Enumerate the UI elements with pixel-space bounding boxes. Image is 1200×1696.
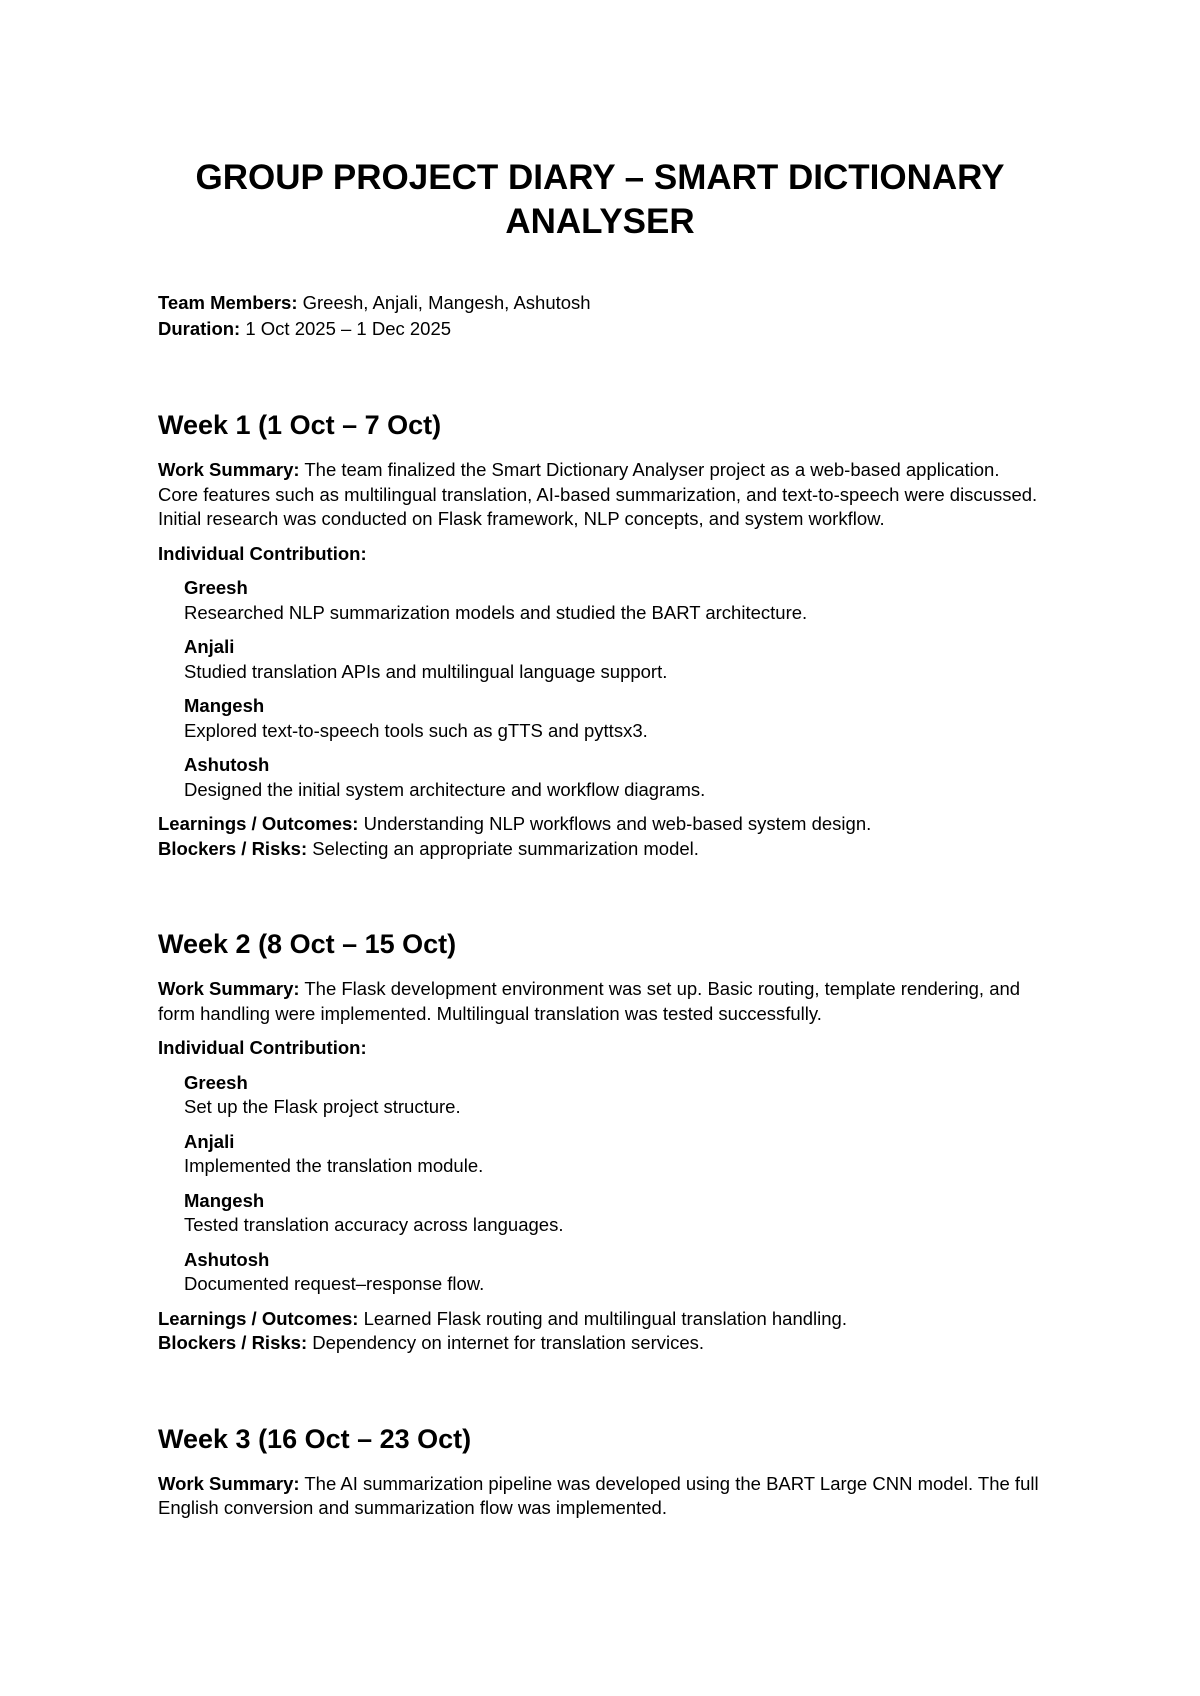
member-entry — [184, 635, 1042, 684]
blockers-label: Blockers / Risks: — [158, 1332, 308, 1353]
member-name: Mangesh — [184, 695, 265, 716]
work-summary-label: Work Summary: — [158, 1472, 300, 1494]
member-name: Greesh — [184, 1071, 248, 1093]
member-task: Set up the Flask project structure. — [184, 1096, 461, 1117]
work-summary — [158, 977, 1042, 1026]
work-summary — [158, 1472, 1042, 1521]
member-task: Researched NLP summarization models and studied the BART architecture. — [184, 601, 808, 623]
member-entry — [184, 1189, 1042, 1238]
week-section-3 — [158, 1422, 1042, 1521]
member-name: Anjali — [184, 636, 235, 657]
member-entry — [184, 753, 1042, 802]
member-name: Ashutosh — [184, 754, 270, 775]
blockers-text: Selecting an appropriate summarization model. — [307, 837, 699, 859]
work-summary — [158, 458, 1042, 532]
learnings-text: Learned Flask routing and multilingual translation handling. — [358, 1307, 847, 1329]
week-heading: Week 3 (16 Oct – 23 Oct) — [158, 1423, 472, 1454]
learnings-line — [158, 812, 1042, 837]
team-members-value: Greesh, Anjali, Mangesh, Ashutosh — [297, 292, 591, 313]
work-summary-text: The Flask development environment was set up. Basic routing, template rendering, and form handling were implemented. Multilingual translation was tested successfully. — [158, 978, 1021, 1024]
member-task: Designed the initial system architecture and workflow diagrams. — [184, 778, 706, 800]
week-section-2 — [158, 927, 1042, 1356]
member-task: Documented request–response flow. — [184, 1273, 485, 1294]
member-entry — [184, 1248, 1042, 1297]
member-entry — [184, 1071, 1042, 1120]
blockers-line — [158, 837, 1042, 862]
blockers-line — [158, 1331, 1042, 1356]
member-name: Anjali — [184, 1130, 235, 1152]
member-name: Greesh — [184, 577, 248, 598]
work-summary-text: The AI summarization pipeline was developed using the BART Large CNN model. The full English conversion and summarization flow was implemented. — [158, 1472, 1039, 1518]
learnings-label: Learnings / Outcomes: — [158, 1307, 359, 1329]
team-members-line — [158, 290, 1042, 316]
individual-contribution-heading: Individual Contribution: — [158, 1037, 367, 1058]
learnings-text: Understanding NLP workflows and web-based system design. — [358, 813, 872, 834]
week-heading: Week 1 (1 Oct – 7 Oct) — [158, 410, 442, 440]
project-meta — [158, 290, 1042, 342]
learnings-label: Learnings / Outcomes: — [158, 813, 359, 834]
member-name: Mangesh — [184, 1189, 265, 1211]
blockers-text: Dependency on internet for translation services. — [307, 1332, 705, 1353]
member-task: Explored text-to-speech tools such as gTTS and pyttsx3. — [184, 719, 648, 741]
learnings-line — [158, 1307, 1042, 1332]
team-members-label: Team Members: — [158, 292, 298, 313]
member-entry — [184, 1130, 1042, 1179]
member-task: Studied translation APIs and multilingual language support. — [184, 660, 668, 682]
work-summary-label: Work Summary: — [158, 978, 300, 999]
duration-line — [158, 316, 1042, 342]
member-entry — [184, 694, 1042, 743]
member-name: Ashutosh — [184, 1248, 270, 1270]
work-summary-label: Work Summary: — [158, 459, 300, 480]
member-task: Implemented the translation module. — [184, 1155, 484, 1176]
individual-contribution-heading: Individual Contribution: — [158, 542, 367, 564]
member-task: Tested translation accuracy across languages. — [184, 1214, 564, 1235]
week-section-1 — [158, 408, 1042, 861]
member-entry — [184, 576, 1042, 625]
week-heading: Week 2 (8 Oct – 15 Oct) — [158, 929, 457, 959]
page-title: GROUP PROJECT DIARY – SMART DICTIONARY ANALYSER — [195, 158, 1005, 241]
duration-value: 1 Oct 2025 – 1 Dec 2025 — [240, 318, 452, 339]
work-summary-text: The team finalized the Smart Dictionary Analyser project as a web-based application. Core features such as multilingual translation, AI-based summarization, and text-to-speech were discussed. Initial research was conducted on Flask framework, NLP concepts, and system workflow. — [158, 459, 1038, 529]
duration-label: Duration: — [158, 318, 241, 339]
blockers-label: Blockers / Risks: — [158, 837, 308, 859]
